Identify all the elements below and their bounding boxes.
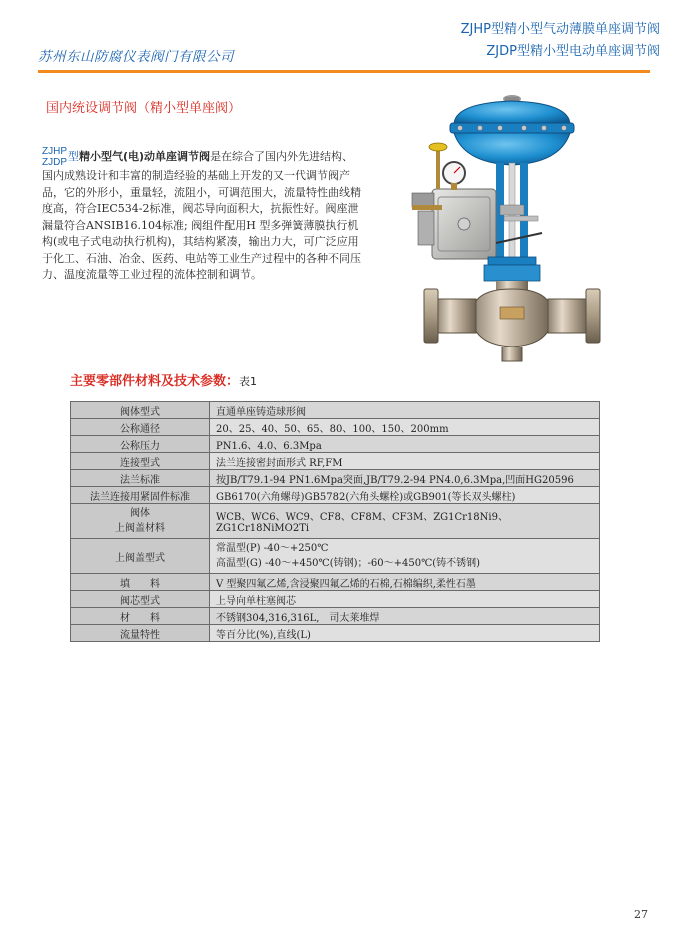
row-value: 20、25、40、50、65、80、100、150、200mm [210, 419, 600, 436]
row-label: 法兰标准 [71, 470, 210, 487]
row-value: 直通单座铸造球形阀 [210, 402, 600, 419]
row-value: 等百分比(%),直线(L) [210, 625, 600, 642]
row-label: 流量特性 [71, 625, 210, 642]
table-row [71, 419, 600, 436]
product-name: 精小型气(电)动单座调节阀 [79, 150, 211, 163]
table-title: 主要零部件材料及技术参数： [70, 374, 240, 389]
page-number: 27 [634, 908, 648, 921]
row-label: 阀体型式 [71, 402, 210, 419]
header-titles [461, 19, 660, 63]
table-row [71, 436, 600, 453]
row-value: 法兰连接密封面形式 RF,FM [210, 453, 600, 470]
table-row [71, 487, 600, 504]
intro-paragraph [42, 146, 362, 284]
table-row [71, 504, 600, 539]
row-value: 上导向单柱塞阀芯 [210, 591, 600, 608]
row-label: 法兰连接用紧固件标准 [71, 487, 210, 504]
model-codes [42, 146, 67, 168]
model-code-zjdp: ZJDP [42, 157, 67, 168]
table-row [71, 470, 600, 487]
row-label: 填 料 [71, 574, 210, 591]
table-row [71, 402, 600, 419]
row-label: 阀芯型式 [71, 591, 210, 608]
section-heading: 国内统设调节阀（精小型单座阀） [46, 101, 242, 116]
row-label: 材 料 [71, 608, 210, 625]
row-label: 公称压力 [71, 436, 210, 453]
row-value: PN1.6、4.0、6.3Mpa [210, 436, 600, 453]
row-value-line2: 高温型(G) -40～+450℃(铸钢)；-60～+450℃(铸不锈钢) [216, 558, 481, 569]
table-row [71, 625, 600, 642]
company-name: 苏州东山防腐仪表阀门有限公司 [38, 49, 234, 65]
header-title-electric: ZJDP型精小型电动单座调节阀 [486, 44, 660, 59]
spec-table [70, 401, 600, 642]
row-label: 公称通径 [71, 419, 210, 436]
table-number: 表1 [239, 375, 258, 388]
intro-body: 是在综合了国内外先进结构、国内成熟设计和丰富的制造经验的基础上开发的又一代调节阀产品，它的外形小，重量轻，流阻小，可调范围大，流量特性曲线精度高，符合IEC534-2标准，阀芯导向面积大，抗振性好。阀座泄漏量符合ANSIB16.104标准; 阀组件配用H 型多弹簧薄膜执行机构(或电子式电动执行机构)，其结构紧凑，输出力大，可广泛应用于化工、石油、冶金、医药、电站等工业生产过程中的各种不同压力、温度流量等工业过程的流体控制和调节。 [42, 150, 361, 281]
table-row [71, 608, 600, 625]
row-value: WCB、WC6、WC9、CF8、CF8M、CF3M、ZG1Cr18Ni9、ZG1Cr18NiMO2Ti [210, 504, 600, 539]
row-label: 上阀盖型式 [71, 539, 210, 574]
table-row [71, 453, 600, 470]
row-value [210, 539, 600, 574]
valve-product-image [392, 93, 617, 373]
row-value: V 型聚四氟乙烯,含浸聚四氟乙烯的石棉,石棉编织,柔性石墨 [210, 574, 600, 591]
table-heading [70, 370, 257, 389]
table-row [71, 539, 600, 574]
model-code-zjhp: ZJHP [42, 146, 67, 157]
header-divider [38, 70, 650, 73]
row-label: 连接型式 [71, 453, 210, 470]
row-label-line2: 上阀盖材料 [115, 523, 165, 534]
header-title-pneumatic: ZJHP型精小型气动薄膜单座调节阀 [460, 22, 660, 37]
row-value: 不锈钢304,316,316L, 司太莱堆焊 [210, 608, 600, 625]
row-label-line1: 阀体 [130, 508, 150, 519]
row-value: GB6170(六角螺母)GB5782(六角头螺栓)或GB901(等长双头螺柱) [210, 487, 600, 504]
table-row [71, 574, 600, 591]
table-row [71, 591, 600, 608]
row-value: 按JB/T79.1-94 PN1.6Mpa突面,JB/T79.2-94 PN4.0,6.3Mpa,凹面HG20596 [210, 470, 600, 487]
row-value-line1: 常温型(P) -40～+250℃ [216, 543, 329, 554]
row-label [71, 504, 210, 539]
model-type-char: 型 [68, 150, 79, 163]
